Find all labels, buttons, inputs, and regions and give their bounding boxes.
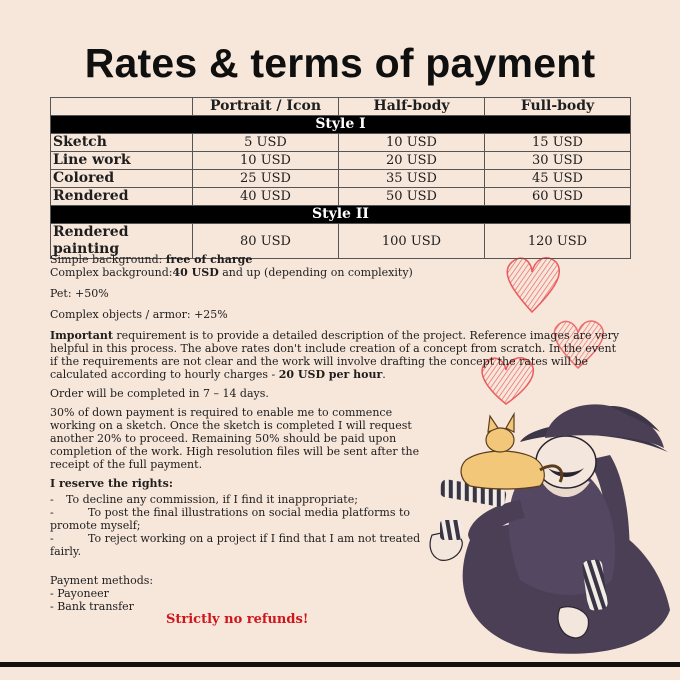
style-2-label: Style II — [51, 206, 631, 224]
list-dash: - — [50, 532, 54, 545]
important-text: requirement is to provide a detailed description of the project. Reference images are very helpful in this process. The above rates don't include creation of a concept from scratch. In the event if the requirements are not clear and the work will involve drafting the concept the rates will be calculated according to hourly charges - — [50, 329, 620, 381]
style-1-label: Style I — [51, 116, 631, 134]
pet-line: Pet: +50% — [50, 287, 109, 300]
list-item — [50, 493, 436, 506]
important-end: . — [382, 368, 386, 381]
important-paragraph — [50, 329, 625, 381]
rights-list — [50, 493, 436, 558]
right-text: To decline any commission, if I find it inappropriate; — [66, 493, 358, 506]
complex-objects-line: Complex objects / armor: +25% — [50, 308, 228, 321]
row-label: Rendered painting — [51, 224, 193, 259]
table-header-portrait: Portrait / Icon — [193, 98, 339, 116]
complex-background-line — [50, 266, 625, 279]
list-dash: - — [50, 506, 54, 519]
simple-background-value: free of charge — [165, 253, 253, 266]
cell: 35 USD — [339, 170, 485, 188]
table-row — [51, 170, 631, 188]
list-dash: - — [50, 493, 54, 506]
cell: 40 USD — [193, 188, 339, 206]
cell: 10 USD — [193, 152, 339, 170]
simple-background-line — [50, 253, 436, 266]
style-1-row — [51, 116, 631, 134]
cell: 60 USD — [485, 188, 631, 206]
right-text: To reject working on a project if I find that I am not treated fairly. — [50, 532, 421, 558]
table-row — [51, 152, 631, 170]
rights-heading-text: I reserve the rights: — [50, 477, 173, 490]
no-refunds-notice: Strictly no refunds! — [166, 612, 309, 627]
payment-method: - Payoneer — [50, 587, 109, 600]
table-header-empty — [51, 98, 193, 116]
complex-background-note: and up (depending on complexity) — [218, 266, 413, 279]
important-label: Important — [50, 329, 113, 342]
cell: 10 USD — [339, 134, 485, 152]
table-row — [51, 134, 631, 152]
cell: 100 USD — [339, 224, 485, 259]
cell: 25 USD — [193, 170, 339, 188]
rates-table — [50, 97, 631, 259]
cell: 120 USD — [485, 224, 631, 259]
page-title: Rates & terms of payment — [84, 40, 596, 86]
row-label: Colored — [51, 170, 193, 188]
hourly-rate: 20 USD per hour — [278, 368, 383, 381]
cell: 15 USD — [485, 134, 631, 152]
table-header-half-body: Half-body — [339, 98, 485, 116]
list-item — [50, 506, 436, 532]
cell: 20 USD — [339, 152, 485, 170]
payment-heading: Payment methods: — [50, 574, 154, 587]
table-header-full-body: Full-body — [485, 98, 631, 116]
row-label: Rendered — [51, 188, 193, 206]
table-header-row — [51, 98, 631, 116]
simple-background-label: Simple background: — [50, 253, 166, 266]
row-label: Sketch — [51, 134, 193, 152]
right-text: To post the final illustrations on social media platforms to promote myself; — [50, 506, 411, 532]
cell: 45 USD — [485, 170, 631, 188]
table-row — [51, 188, 631, 206]
cell: 80 USD — [193, 224, 339, 259]
cell: 30 USD — [485, 152, 631, 170]
witch-illustration — [430, 404, 670, 653]
bottom-divider — [0, 662, 680, 667]
list-item — [50, 532, 436, 558]
complex-background-value: 40 USD — [172, 266, 219, 279]
style-2-row — [51, 206, 631, 224]
payment-method: - Bank transfer — [50, 600, 134, 613]
row-label: Line work — [51, 152, 193, 170]
order-time-line: Order will be completed in 7 – 14 days. — [50, 387, 269, 400]
cell: 5 USD — [193, 134, 339, 152]
complex-background-label: Complex background: — [50, 266, 173, 279]
cell: 50 USD — [339, 188, 485, 206]
down-payment-paragraph: 30% of down payment is required to enable me to commence working on a sketch. Once the sketch is completed I will request another 20% to proceed. Remaining 50% should be paid upon completion of the work. High resolution files will be sent after the receipt of the full payment. — [50, 406, 420, 471]
rights-heading — [50, 477, 436, 490]
terms-section — [50, 253, 620, 613]
